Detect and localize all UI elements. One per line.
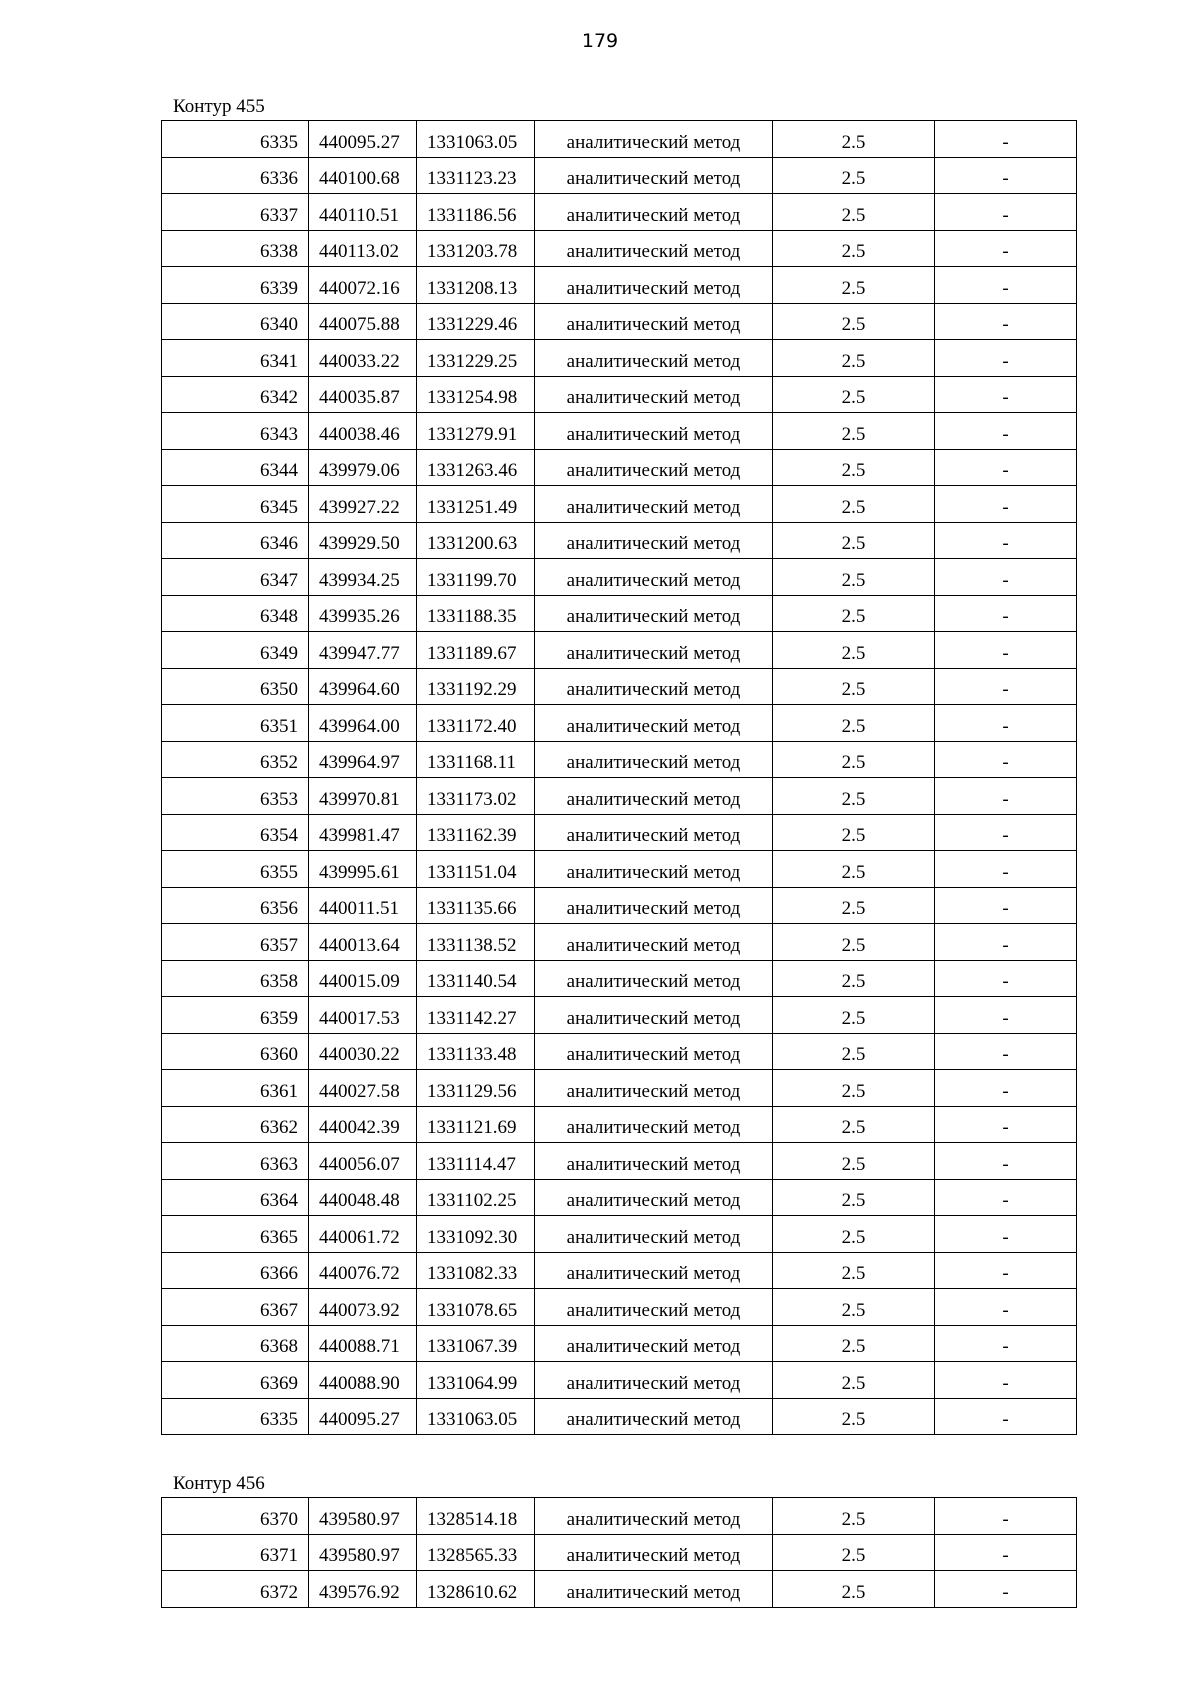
x-coordinate-cell: 440048.48 bbox=[309, 1179, 417, 1216]
accuracy-cell: 2.5 bbox=[773, 997, 935, 1034]
table-row bbox=[162, 1534, 1077, 1571]
x-coordinate-cell: 439964.60 bbox=[309, 668, 417, 705]
x-coordinate-cell: 439580.97 bbox=[309, 1498, 417, 1535]
method-cell: аналитический метод bbox=[535, 1106, 773, 1143]
accuracy-cell: 2.5 bbox=[773, 303, 935, 340]
method-cell: аналитический метод bbox=[535, 814, 773, 851]
method-cell: аналитический метод bbox=[535, 1216, 773, 1253]
method-cell: аналитический метод bbox=[535, 121, 773, 158]
method-cell: аналитический метод bbox=[535, 960, 773, 997]
extra-cell: - bbox=[935, 1070, 1077, 1107]
extra-cell: - bbox=[935, 632, 1077, 669]
extra-cell: - bbox=[935, 924, 1077, 961]
table-row bbox=[162, 851, 1077, 888]
point-number-cell: 6358 bbox=[162, 960, 309, 997]
point-number-cell: 6340 bbox=[162, 303, 309, 340]
table-row bbox=[162, 413, 1077, 450]
extra-cell: - bbox=[935, 1498, 1077, 1535]
accuracy-cell: 2.5 bbox=[773, 1534, 935, 1571]
method-cell: аналитический метод bbox=[535, 1571, 773, 1608]
table-row bbox=[162, 267, 1077, 304]
y-coordinate-cell: 1331186.56 bbox=[417, 194, 535, 231]
y-coordinate-cell: 1331173.02 bbox=[417, 778, 535, 815]
point-number-cell: 6335 bbox=[162, 1398, 309, 1435]
accuracy-cell: 2.5 bbox=[773, 632, 935, 669]
table-row bbox=[162, 1033, 1077, 1070]
accuracy-cell: 2.5 bbox=[773, 1398, 935, 1435]
coordinates-table bbox=[161, 1497, 1077, 1608]
table-row bbox=[162, 1179, 1077, 1216]
point-number-cell: 6346 bbox=[162, 522, 309, 559]
method-cell: аналитический метод bbox=[535, 194, 773, 231]
contour-title: Контур 456 bbox=[173, 1473, 265, 1494]
accuracy-cell: 2.5 bbox=[773, 413, 935, 450]
method-cell: аналитический метод bbox=[535, 157, 773, 194]
y-coordinate-cell: 1328514.18 bbox=[417, 1498, 535, 1535]
x-coordinate-cell: 440042.39 bbox=[309, 1106, 417, 1143]
point-number-cell: 6356 bbox=[162, 887, 309, 924]
x-coordinate-cell: 440073.92 bbox=[309, 1289, 417, 1326]
table-row bbox=[162, 376, 1077, 413]
table-row bbox=[162, 705, 1077, 742]
accuracy-cell: 2.5 bbox=[773, 340, 935, 377]
method-cell: аналитический метод bbox=[535, 559, 773, 596]
x-coordinate-cell: 440095.27 bbox=[309, 121, 417, 158]
x-coordinate-cell: 439947.77 bbox=[309, 632, 417, 669]
y-coordinate-cell: 1331172.40 bbox=[417, 705, 535, 742]
x-coordinate-cell: 440075.88 bbox=[309, 303, 417, 340]
accuracy-cell: 2.5 bbox=[773, 1070, 935, 1107]
y-coordinate-cell: 1331199.70 bbox=[417, 559, 535, 596]
y-coordinate-cell: 1331063.05 bbox=[417, 121, 535, 158]
accuracy-cell: 2.5 bbox=[773, 194, 935, 231]
x-coordinate-cell: 440088.71 bbox=[309, 1325, 417, 1362]
point-number-cell: 6363 bbox=[162, 1143, 309, 1180]
x-coordinate-cell: 439580.97 bbox=[309, 1534, 417, 1571]
point-number-cell: 6357 bbox=[162, 924, 309, 961]
point-number-cell: 6369 bbox=[162, 1362, 309, 1399]
point-number-cell: 6349 bbox=[162, 632, 309, 669]
extra-cell: - bbox=[935, 486, 1077, 523]
contour-title: Контур 455 bbox=[173, 96, 265, 117]
x-coordinate-cell: 440061.72 bbox=[309, 1216, 417, 1253]
point-number-cell: 6343 bbox=[162, 413, 309, 450]
x-coordinate-cell: 439964.00 bbox=[309, 705, 417, 742]
accuracy-cell: 2.5 bbox=[773, 1325, 935, 1362]
accuracy-cell: 2.5 bbox=[773, 887, 935, 924]
accuracy-cell: 2.5 bbox=[773, 1106, 935, 1143]
extra-cell: - bbox=[935, 230, 1077, 267]
table-row bbox=[162, 1143, 1077, 1180]
y-coordinate-cell: 1331188.35 bbox=[417, 595, 535, 632]
method-cell: аналитический метод bbox=[535, 303, 773, 340]
y-coordinate-cell: 1331114.47 bbox=[417, 1143, 535, 1180]
extra-cell: - bbox=[935, 376, 1077, 413]
y-coordinate-cell: 1331067.39 bbox=[417, 1325, 535, 1362]
method-cell: аналитический метод bbox=[535, 1398, 773, 1435]
x-coordinate-cell: 440072.16 bbox=[309, 267, 417, 304]
extra-cell: - bbox=[935, 1534, 1077, 1571]
table-row bbox=[162, 632, 1077, 669]
accuracy-cell: 2.5 bbox=[773, 559, 935, 596]
y-coordinate-cell: 1331251.49 bbox=[417, 486, 535, 523]
accuracy-cell: 2.5 bbox=[773, 851, 935, 888]
method-cell: аналитический метод bbox=[535, 887, 773, 924]
extra-cell: - bbox=[935, 1289, 1077, 1326]
accuracy-cell: 2.5 bbox=[773, 960, 935, 997]
y-coordinate-cell: 1331092.30 bbox=[417, 1216, 535, 1253]
extra-cell: - bbox=[935, 1398, 1077, 1435]
accuracy-cell: 2.5 bbox=[773, 376, 935, 413]
method-cell: аналитический метод bbox=[535, 778, 773, 815]
method-cell: аналитический метод bbox=[535, 924, 773, 961]
extra-cell: - bbox=[935, 522, 1077, 559]
point-number-cell: 6359 bbox=[162, 997, 309, 1034]
table-row bbox=[162, 486, 1077, 523]
table-row bbox=[162, 303, 1077, 340]
y-coordinate-cell: 1331064.99 bbox=[417, 1362, 535, 1399]
extra-cell: - bbox=[935, 668, 1077, 705]
extra-cell: - bbox=[935, 340, 1077, 377]
method-cell: аналитический метод bbox=[535, 1498, 773, 1535]
accuracy-cell: 2.5 bbox=[773, 157, 935, 194]
x-coordinate-cell: 440015.09 bbox=[309, 960, 417, 997]
y-coordinate-cell: 1331189.67 bbox=[417, 632, 535, 669]
extra-cell: - bbox=[935, 1362, 1077, 1399]
table-row bbox=[162, 230, 1077, 267]
table-row bbox=[162, 1571, 1077, 1608]
extra-cell: - bbox=[935, 1216, 1077, 1253]
y-coordinate-cell: 1331135.66 bbox=[417, 887, 535, 924]
table-row bbox=[162, 194, 1077, 231]
accuracy-cell: 2.5 bbox=[773, 121, 935, 158]
point-number-cell: 6364 bbox=[162, 1179, 309, 1216]
extra-cell: - bbox=[935, 960, 1077, 997]
method-cell: аналитический метод bbox=[535, 1362, 773, 1399]
x-coordinate-cell: 439929.50 bbox=[309, 522, 417, 559]
point-number-cell: 6362 bbox=[162, 1106, 309, 1143]
x-coordinate-cell: 440033.22 bbox=[309, 340, 417, 377]
extra-cell: - bbox=[935, 1179, 1077, 1216]
extra-cell: - bbox=[935, 997, 1077, 1034]
method-cell: аналитический метод bbox=[535, 1534, 773, 1571]
method-cell: аналитический метод bbox=[535, 376, 773, 413]
y-coordinate-cell: 1331192.29 bbox=[417, 668, 535, 705]
extra-cell: - bbox=[935, 449, 1077, 486]
coordinates-table bbox=[161, 120, 1077, 1435]
x-coordinate-cell: 439970.81 bbox=[309, 778, 417, 815]
y-coordinate-cell: 1331254.98 bbox=[417, 376, 535, 413]
extra-cell: - bbox=[935, 121, 1077, 158]
accuracy-cell: 2.5 bbox=[773, 1362, 935, 1399]
x-coordinate-cell: 439935.26 bbox=[309, 595, 417, 632]
point-number-cell: 6371 bbox=[162, 1534, 309, 1571]
y-coordinate-cell: 1331168.11 bbox=[417, 741, 535, 778]
table-row bbox=[162, 668, 1077, 705]
x-coordinate-cell: 440110.51 bbox=[309, 194, 417, 231]
accuracy-cell: 2.5 bbox=[773, 814, 935, 851]
table-row bbox=[162, 449, 1077, 486]
x-coordinate-cell: 440056.07 bbox=[309, 1143, 417, 1180]
method-cell: аналитический метод bbox=[535, 1289, 773, 1326]
table-row bbox=[162, 1106, 1077, 1143]
x-coordinate-cell: 440013.64 bbox=[309, 924, 417, 961]
x-coordinate-cell: 440030.22 bbox=[309, 1033, 417, 1070]
method-cell: аналитический метод bbox=[535, 267, 773, 304]
x-coordinate-cell: 439934.25 bbox=[309, 559, 417, 596]
method-cell: аналитический метод bbox=[535, 230, 773, 267]
method-cell: аналитический метод bbox=[535, 1033, 773, 1070]
accuracy-cell: 2.5 bbox=[773, 924, 935, 961]
method-cell: аналитический метод bbox=[535, 449, 773, 486]
accuracy-cell: 2.5 bbox=[773, 778, 935, 815]
y-coordinate-cell: 1331078.65 bbox=[417, 1289, 535, 1326]
point-number-cell: 6366 bbox=[162, 1252, 309, 1289]
table-row bbox=[162, 1498, 1077, 1535]
point-number-cell: 6336 bbox=[162, 157, 309, 194]
table-row bbox=[162, 559, 1077, 596]
y-coordinate-cell: 1331142.27 bbox=[417, 997, 535, 1034]
x-coordinate-cell: 440017.53 bbox=[309, 997, 417, 1034]
table-row bbox=[162, 121, 1077, 158]
method-cell: аналитический метод bbox=[535, 1179, 773, 1216]
table-row bbox=[162, 1216, 1077, 1253]
y-coordinate-cell: 1331200.63 bbox=[417, 522, 535, 559]
accuracy-cell: 2.5 bbox=[773, 1033, 935, 1070]
method-cell: аналитический метод bbox=[535, 413, 773, 450]
table-row bbox=[162, 741, 1077, 778]
point-number-cell: 6341 bbox=[162, 340, 309, 377]
accuracy-cell: 2.5 bbox=[773, 705, 935, 742]
y-coordinate-cell: 1331229.25 bbox=[417, 340, 535, 377]
table-row bbox=[162, 157, 1077, 194]
table-row bbox=[162, 340, 1077, 377]
method-cell: аналитический метод bbox=[535, 668, 773, 705]
y-coordinate-cell: 1331063.05 bbox=[417, 1398, 535, 1435]
point-number-cell: 6350 bbox=[162, 668, 309, 705]
x-coordinate-cell: 440027.58 bbox=[309, 1070, 417, 1107]
point-number-cell: 6360 bbox=[162, 1033, 309, 1070]
point-number-cell: 6353 bbox=[162, 778, 309, 815]
extra-cell: - bbox=[935, 887, 1077, 924]
method-cell: аналитический метод bbox=[535, 997, 773, 1034]
point-number-cell: 6344 bbox=[162, 449, 309, 486]
point-number-cell: 6348 bbox=[162, 595, 309, 632]
accuracy-cell: 2.5 bbox=[773, 741, 935, 778]
accuracy-cell: 2.5 bbox=[773, 668, 935, 705]
accuracy-cell: 2.5 bbox=[773, 449, 935, 486]
method-cell: аналитический метод bbox=[535, 632, 773, 669]
method-cell: аналитический метод bbox=[535, 1325, 773, 1362]
y-coordinate-cell: 1331138.52 bbox=[417, 924, 535, 961]
x-coordinate-cell: 440035.87 bbox=[309, 376, 417, 413]
page-number: 179 bbox=[581, 30, 619, 52]
point-number-cell: 6367 bbox=[162, 1289, 309, 1326]
accuracy-cell: 2.5 bbox=[773, 1289, 935, 1326]
x-coordinate-cell: 440095.27 bbox=[309, 1398, 417, 1435]
point-number-cell: 6347 bbox=[162, 559, 309, 596]
extra-cell: - bbox=[935, 559, 1077, 596]
method-cell: аналитический метод bbox=[535, 1070, 773, 1107]
y-coordinate-cell: 1331102.25 bbox=[417, 1179, 535, 1216]
table-row bbox=[162, 887, 1077, 924]
x-coordinate-cell: 440113.02 bbox=[309, 230, 417, 267]
extra-cell: - bbox=[935, 741, 1077, 778]
method-cell: аналитический метод bbox=[535, 705, 773, 742]
table-row bbox=[162, 924, 1077, 961]
table-row bbox=[162, 1252, 1077, 1289]
accuracy-cell: 2.5 bbox=[773, 230, 935, 267]
table-row bbox=[162, 1362, 1077, 1399]
accuracy-cell: 2.5 bbox=[773, 522, 935, 559]
point-number-cell: 6352 bbox=[162, 741, 309, 778]
y-coordinate-cell: 1328565.33 bbox=[417, 1534, 535, 1571]
x-coordinate-cell: 439995.61 bbox=[309, 851, 417, 888]
table-row bbox=[162, 814, 1077, 851]
y-coordinate-cell: 1331129.56 bbox=[417, 1070, 535, 1107]
y-coordinate-cell: 1331208.13 bbox=[417, 267, 535, 304]
table-row bbox=[162, 1398, 1077, 1435]
extra-cell: - bbox=[935, 778, 1077, 815]
y-coordinate-cell: 1331082.33 bbox=[417, 1252, 535, 1289]
table-row bbox=[162, 1070, 1077, 1107]
table-row bbox=[162, 1325, 1077, 1362]
point-number-cell: 6337 bbox=[162, 194, 309, 231]
x-coordinate-cell: 439964.97 bbox=[309, 741, 417, 778]
table-row bbox=[162, 1289, 1077, 1326]
point-number-cell: 6368 bbox=[162, 1325, 309, 1362]
point-number-cell: 6361 bbox=[162, 1070, 309, 1107]
table-row bbox=[162, 960, 1077, 997]
extra-cell: - bbox=[935, 303, 1077, 340]
point-number-cell: 6338 bbox=[162, 230, 309, 267]
point-number-cell: 6365 bbox=[162, 1216, 309, 1253]
y-coordinate-cell: 1331133.48 bbox=[417, 1033, 535, 1070]
method-cell: аналитический метод bbox=[535, 1252, 773, 1289]
method-cell: аналитический метод bbox=[535, 741, 773, 778]
y-coordinate-cell: 1331151.04 bbox=[417, 851, 535, 888]
x-coordinate-cell: 440011.51 bbox=[309, 887, 417, 924]
y-coordinate-cell: 1328610.62 bbox=[417, 1571, 535, 1608]
accuracy-cell: 2.5 bbox=[773, 1252, 935, 1289]
point-number-cell: 6354 bbox=[162, 814, 309, 851]
point-number-cell: 6355 bbox=[162, 851, 309, 888]
method-cell: аналитический метод bbox=[535, 522, 773, 559]
extra-cell: - bbox=[935, 413, 1077, 450]
method-cell: аналитический метод bbox=[535, 851, 773, 888]
point-number-cell: 6342 bbox=[162, 376, 309, 413]
extra-cell: - bbox=[935, 851, 1077, 888]
extra-cell: - bbox=[935, 705, 1077, 742]
table-row bbox=[162, 778, 1077, 815]
point-number-cell: 6339 bbox=[162, 267, 309, 304]
accuracy-cell: 2.5 bbox=[773, 486, 935, 523]
x-coordinate-cell: 439981.47 bbox=[309, 814, 417, 851]
x-coordinate-cell: 440100.68 bbox=[309, 157, 417, 194]
accuracy-cell: 2.5 bbox=[773, 1143, 935, 1180]
y-coordinate-cell: 1331162.39 bbox=[417, 814, 535, 851]
x-coordinate-cell: 439979.06 bbox=[309, 449, 417, 486]
y-coordinate-cell: 1331123.23 bbox=[417, 157, 535, 194]
point-number-cell: 6335 bbox=[162, 121, 309, 158]
table-row bbox=[162, 595, 1077, 632]
y-coordinate-cell: 1331229.46 bbox=[417, 303, 535, 340]
y-coordinate-cell: 1331279.91 bbox=[417, 413, 535, 450]
accuracy-cell: 2.5 bbox=[773, 267, 935, 304]
extra-cell: - bbox=[935, 595, 1077, 632]
method-cell: аналитический метод bbox=[535, 340, 773, 377]
y-coordinate-cell: 1331140.54 bbox=[417, 960, 535, 997]
extra-cell: - bbox=[935, 1033, 1077, 1070]
x-coordinate-cell: 439576.92 bbox=[309, 1571, 417, 1608]
method-cell: аналитический метод bbox=[535, 1143, 773, 1180]
x-coordinate-cell: 439927.22 bbox=[309, 486, 417, 523]
point-number-cell: 6370 bbox=[162, 1498, 309, 1535]
point-number-cell: 6345 bbox=[162, 486, 309, 523]
extra-cell: - bbox=[935, 1106, 1077, 1143]
extra-cell: - bbox=[935, 267, 1077, 304]
accuracy-cell: 2.5 bbox=[773, 595, 935, 632]
x-coordinate-cell: 440038.46 bbox=[309, 413, 417, 450]
point-number-cell: 6372 bbox=[162, 1571, 309, 1608]
extra-cell: - bbox=[935, 1143, 1077, 1180]
table-row bbox=[162, 522, 1077, 559]
point-number-cell: 6351 bbox=[162, 705, 309, 742]
extra-cell: - bbox=[935, 1325, 1077, 1362]
y-coordinate-cell: 1331203.78 bbox=[417, 230, 535, 267]
accuracy-cell: 2.5 bbox=[773, 1179, 935, 1216]
x-coordinate-cell: 440076.72 bbox=[309, 1252, 417, 1289]
extra-cell: - bbox=[935, 814, 1077, 851]
accuracy-cell: 2.5 bbox=[773, 1571, 935, 1608]
extra-cell: - bbox=[935, 157, 1077, 194]
extra-cell: - bbox=[935, 1252, 1077, 1289]
table-row bbox=[162, 997, 1077, 1034]
extra-cell: - bbox=[935, 1571, 1077, 1608]
method-cell: аналитический метод bbox=[535, 486, 773, 523]
extra-cell: - bbox=[935, 194, 1077, 231]
accuracy-cell: 2.5 bbox=[773, 1498, 935, 1535]
x-coordinate-cell: 440088.90 bbox=[309, 1362, 417, 1399]
method-cell: аналитический метод bbox=[535, 595, 773, 632]
y-coordinate-cell: 1331121.69 bbox=[417, 1106, 535, 1143]
y-coordinate-cell: 1331263.46 bbox=[417, 449, 535, 486]
accuracy-cell: 2.5 bbox=[773, 1216, 935, 1253]
